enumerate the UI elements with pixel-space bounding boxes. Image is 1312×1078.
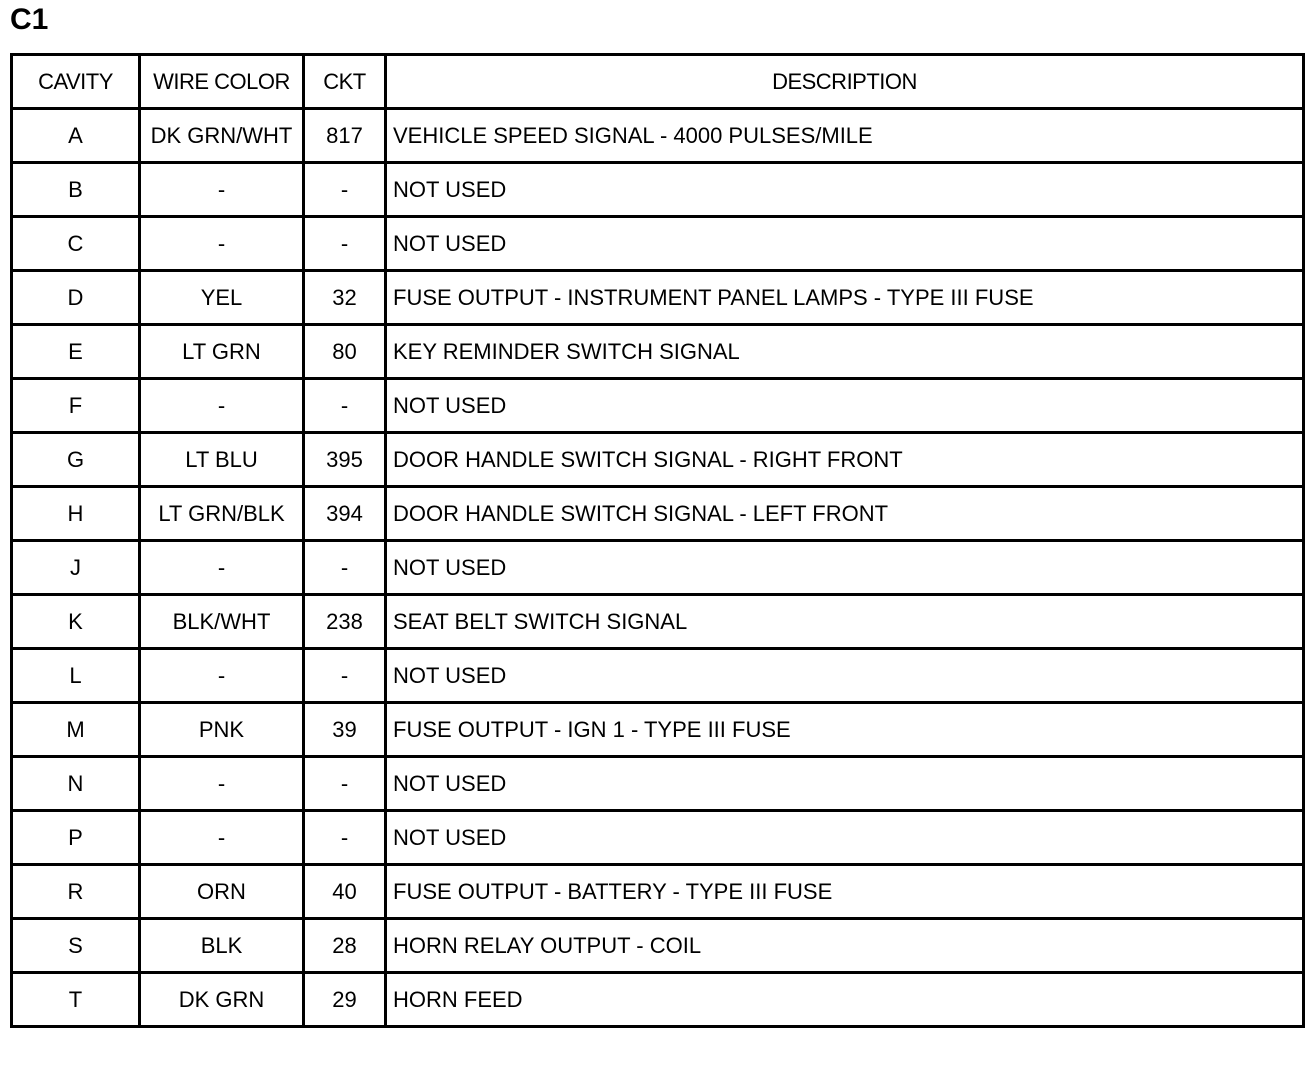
cell-wire-color: LT GRN/BLK — [140, 487, 304, 541]
header-ckt: CKT — [304, 55, 386, 109]
cell-cavity: M — [12, 703, 140, 757]
table-row — [12, 703, 1304, 757]
cell-cavity: E — [12, 325, 140, 379]
cell-ckt: 238 — [304, 595, 386, 649]
cell-cavity: J — [12, 541, 140, 595]
cell-description: FUSE OUTPUT - BATTERY - TYPE III FUSE — [386, 865, 1304, 919]
table-row — [12, 379, 1304, 433]
cell-wire-color: - — [140, 541, 304, 595]
cell-cavity: K — [12, 595, 140, 649]
cell-description: FUSE OUTPUT - IGN 1 - TYPE III FUSE — [386, 703, 1304, 757]
cell-ckt: 80 — [304, 325, 386, 379]
cell-cavity: S — [12, 919, 140, 973]
cell-wire-color: BLK — [140, 919, 304, 973]
cell-wire-color: PNK — [140, 703, 304, 757]
table-row — [12, 271, 1304, 325]
table-header-row — [12, 55, 1304, 109]
cell-ckt: - — [304, 649, 386, 703]
header-wire-color: WIRE COLOR — [140, 55, 304, 109]
cell-cavity: H — [12, 487, 140, 541]
table-row — [12, 109, 1304, 163]
cell-cavity: B — [12, 163, 140, 217]
cell-description: VEHICLE SPEED SIGNAL - 4000 PULSES/MILE — [386, 109, 1304, 163]
header-description: DESCRIPTION — [386, 55, 1304, 109]
table-row — [12, 649, 1304, 703]
cell-ckt: - — [304, 379, 386, 433]
cell-wire-color: - — [140, 757, 304, 811]
cell-ckt: - — [304, 541, 386, 595]
table-row — [12, 919, 1304, 973]
cell-description: NOT USED — [386, 379, 1304, 433]
cell-description: NOT USED — [386, 757, 1304, 811]
cell-wire-color: - — [140, 379, 304, 433]
cell-wire-color: DK GRN/WHT — [140, 109, 304, 163]
cell-description: NOT USED — [386, 649, 1304, 703]
cell-ckt: 395 — [304, 433, 386, 487]
cell-wire-color: - — [140, 649, 304, 703]
cell-description: NOT USED — [386, 217, 1304, 271]
cell-cavity: G — [12, 433, 140, 487]
cell-wire-color: LT BLU — [140, 433, 304, 487]
cell-wire-color: - — [140, 811, 304, 865]
cell-wire-color: - — [140, 163, 304, 217]
cell-ckt: 40 — [304, 865, 386, 919]
cell-wire-color: - — [140, 217, 304, 271]
cell-wire-color: LT GRN — [140, 325, 304, 379]
cell-wire-color: ORN — [140, 865, 304, 919]
cell-ckt: 394 — [304, 487, 386, 541]
connector-title: C1 — [10, 3, 49, 36]
header-cavity: CAVITY — [12, 55, 140, 109]
cell-description: NOT USED — [386, 541, 1304, 595]
cell-ckt: 28 — [304, 919, 386, 973]
cell-ckt: 39 — [304, 703, 386, 757]
cell-wire-color: YEL — [140, 271, 304, 325]
table-row — [12, 163, 1304, 217]
cell-cavity: D — [12, 271, 140, 325]
cell-cavity: N — [12, 757, 140, 811]
table-row — [12, 865, 1304, 919]
table-row — [12, 595, 1304, 649]
cell-cavity: L — [12, 649, 140, 703]
cell-cavity: P — [12, 811, 140, 865]
cell-ckt: 29 — [304, 973, 386, 1027]
cell-description: DOOR HANDLE SWITCH SIGNAL - RIGHT FRONT — [386, 433, 1304, 487]
cell-ckt: - — [304, 757, 386, 811]
cell-ckt: - — [304, 217, 386, 271]
cell-wire-color: DK GRN — [140, 973, 304, 1027]
cell-ckt: - — [304, 163, 386, 217]
cell-cavity: F — [12, 379, 140, 433]
cell-cavity: R — [12, 865, 140, 919]
table-row — [12, 433, 1304, 487]
cell-ckt: - — [304, 811, 386, 865]
cell-description: HORN FEED — [386, 973, 1304, 1027]
cell-cavity: C — [12, 217, 140, 271]
cell-description: SEAT BELT SWITCH SIGNAL — [386, 595, 1304, 649]
cell-wire-color: BLK/WHT — [140, 595, 304, 649]
cell-cavity: A — [12, 109, 140, 163]
table-row — [12, 757, 1304, 811]
cell-description: KEY REMINDER SWITCH SIGNAL — [386, 325, 1304, 379]
cell-ckt: 32 — [304, 271, 386, 325]
cell-description: FUSE OUTPUT - INSTRUMENT PANEL LAMPS - TYPE III FUSE — [386, 271, 1304, 325]
cell-description: HORN RELAY OUTPUT - COIL — [386, 919, 1304, 973]
table-body — [12, 109, 1304, 1027]
connector-pinout-table — [10, 53, 1305, 1028]
table-row — [12, 811, 1304, 865]
cell-description: NOT USED — [386, 811, 1304, 865]
cell-description: NOT USED — [386, 163, 1304, 217]
table-row — [12, 325, 1304, 379]
table-row — [12, 487, 1304, 541]
cell-cavity: T — [12, 973, 140, 1027]
table-row — [12, 541, 1304, 595]
cell-description: DOOR HANDLE SWITCH SIGNAL - LEFT FRONT — [386, 487, 1304, 541]
cell-ckt: 817 — [304, 109, 386, 163]
table-row — [12, 973, 1304, 1027]
table-row — [12, 217, 1304, 271]
